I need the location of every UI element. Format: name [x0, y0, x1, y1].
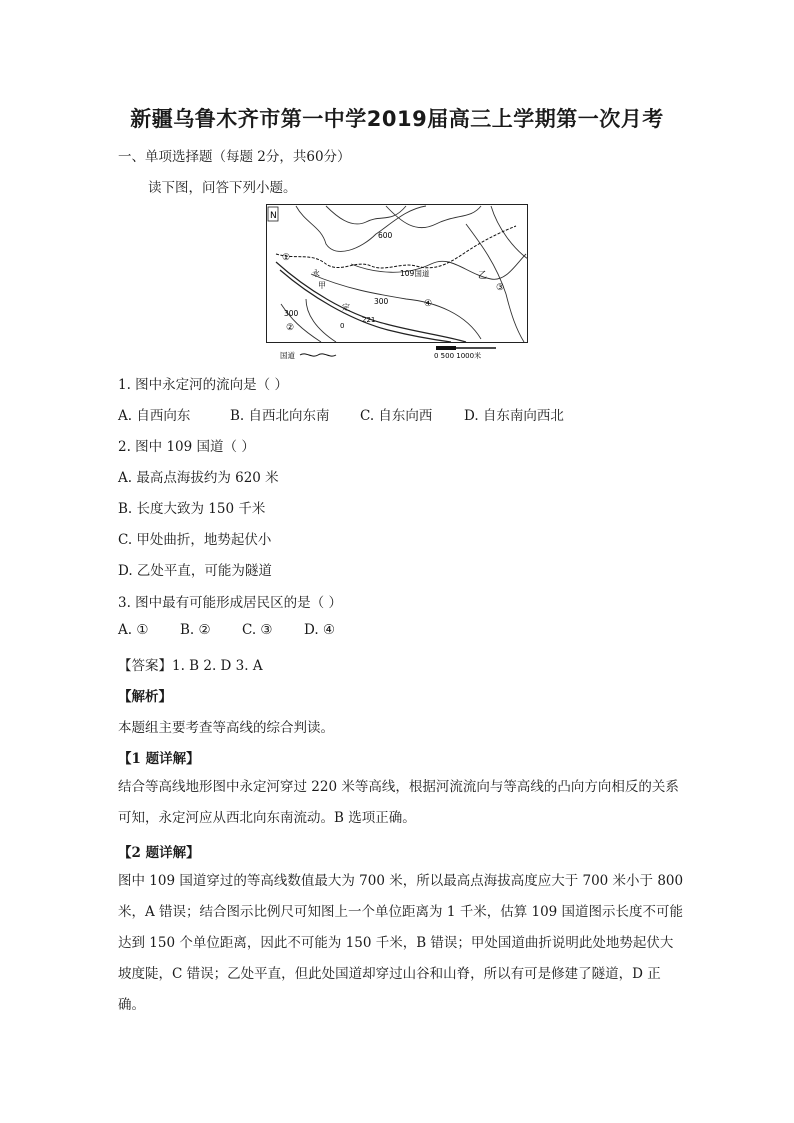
page-title: 新疆乌鲁木齐市第一中学2019届高三上学期第一次月考 [130, 107, 664, 131]
marker-1: ① [282, 253, 291, 263]
contour-label: 300 [374, 297, 389, 306]
legend-road-symbol [300, 354, 336, 356]
legend-road-label: 国道 [280, 351, 295, 360]
question-3-options [118, 622, 335, 638]
detail-1-heading: 【1 题详解】 [118, 751, 200, 767]
road-label: 109国道 [400, 269, 430, 278]
marker-2: ② [286, 323, 295, 333]
contour-map [266, 204, 528, 362]
option[interactable]: A. 自西向东 [118, 408, 191, 424]
option[interactable]: D. ④ [304, 622, 336, 638]
map-frame [267, 205, 528, 343]
option[interactable]: A. 最高点海拔约为 620 米 [118, 470, 279, 486]
detail-2-heading: 【2 题详解】 [118, 845, 200, 861]
marker-4: ④ [424, 299, 433, 309]
location-jia: 甲 [318, 281, 326, 290]
scale-label: 0 500 1000米 [434, 352, 482, 360]
analysis-text: 本题组主要考查等高线的综合判读。 [118, 720, 334, 736]
river-label: 定 [342, 303, 350, 312]
option[interactable]: C. ③ [242, 622, 273, 638]
question-1-options [118, 404, 564, 424]
option[interactable]: B. ② [180, 622, 211, 638]
river-contour-label: 221 [362, 316, 376, 324]
contour-label: 300 [284, 309, 299, 318]
section-heading: 一、单项选择题（每题 2分，共60分） [118, 149, 351, 165]
question-1-stem: 1. 图中永定河的流向是（ ） [118, 377, 288, 393]
option[interactable]: C. 自东向西 [360, 408, 433, 424]
question-2-stem: 2. 图中 109 国道（ ） [118, 439, 255, 455]
analysis-heading: 【解析】 [118, 689, 172, 705]
answer-line: 【答案】1. B 2. D 3. A [118, 658, 263, 674]
option[interactable]: C. 甲处曲折，地势起伏小 [118, 532, 272, 548]
option[interactable]: D. 自东南向西北 [464, 408, 564, 424]
detail-2-text: 图中 109 国道穿过的等高线数值最大为 700 米，所以最高点海拔高度应大于 700 米小于 800 米，A 错误；结合图示比例尺可知图上一个单位距离为 1 千米，估算 109 国道图示长度不可能达到 150 个单位距离，因此不可能为 150 千米，B 错误；甲处国道曲折说明此处地势起伏大坡度陡，C 错误；乙处平直，但此处国道却穿过山谷和山脊，所以有可是修建了隧道，D 正确。 [118, 873, 684, 1013]
contour-label: 600 [378, 231, 393, 240]
detail-1-text: 结合等高线地形图中永定河穿过 220 米等高线，根据河流流向与等高线的凸向方向相反的关系可知，永定河应从西北向东南流动。B 选项正确。 [118, 779, 679, 826]
option[interactable]: B. 长度大致为 150 千米 [118, 501, 266, 517]
location-yi: 乙 [478, 271, 488, 281]
question-3-stem: 3. 图中最有可能形成居民区的是（ ） [118, 595, 342, 611]
intro-text: 读下图，问答下列小题。 [148, 180, 297, 196]
option[interactable]: A. ① [118, 622, 149, 638]
river-contour-label: 0 [340, 322, 345, 330]
marker-3: ③ [496, 283, 505, 293]
river-label: 永 [312, 269, 320, 278]
north-arrow-label: N [270, 211, 277, 221]
option[interactable]: D. 乙处平直，可能为隧道 [118, 563, 272, 579]
scale-bar-segment [436, 346, 456, 350]
option[interactable]: B. 自西北向东南 [230, 408, 330, 424]
